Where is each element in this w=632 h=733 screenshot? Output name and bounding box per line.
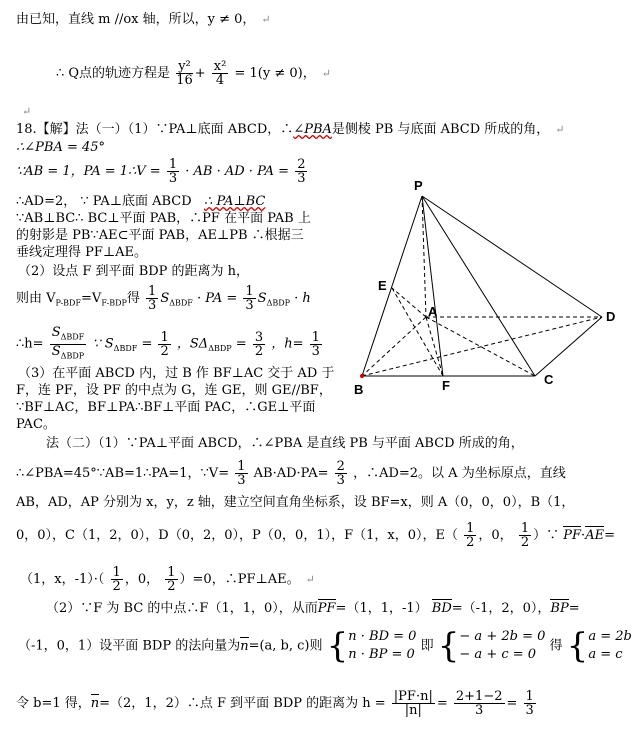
- edge-ae: [392, 288, 426, 317]
- line-volume-eq: 则由 $V_{P-BDF}=V_{F-BDP}$得 $\frac{1}{3}$ $S_{\Delta BDF}$ · PA = $\frac{1}{3}$ $S_{\Delta BDP} \cdot h$: [16, 284, 311, 313]
- label-d: D: [606, 309, 616, 324]
- line-part3-d: PAC。: [16, 417, 56, 432]
- line-pba: ∴∠PBA = 45°: [16, 140, 106, 155]
- method2-line1: 法（二）（1）∵PA⊥平面 ABCD，∴∠PBA 是直线 PB 与平面 ABCD 所成的角，: [46, 436, 524, 451]
- line-bc: ∵AB⊥BC∴ BC⊥平面 PAB，∴PF 在平面 PAB 上: [16, 211, 311, 226]
- edge-pf: [422, 196, 443, 376]
- label-p: P: [414, 178, 423, 193]
- line-projection: 的射影是 PB∵AE⊂平面 PAB，AE⊥PB ∴根据三: [16, 228, 304, 243]
- pyramid-figure: [340, 176, 625, 401]
- method2-line4: 0，0），C（1，2，0），D（0，2，0），P（0，0，1），F（1，x，0），E（ $\frac{1}{2}$ ，0， $\frac{1}{2}$ ）∵ PF·AE=: [16, 521, 615, 550]
- method2-line3: AB，AD，AP 分别为 x，y，z 轴，建立空间直角坐标系，设 BF=x，则 A（0，0，0），B（1，: [16, 495, 575, 510]
- edge-pd: [422, 196, 602, 317]
- edge-pc: [422, 196, 535, 376]
- line-part2: （2）设点 F 到平面 BDP 的距离为 h，: [18, 264, 250, 279]
- section-18-heading: 18.【解】法（一）（1）∵PA⊥底面 ABCD，∴∠PBA是侧棱 PB 与底面 ABCD 所成的角， ↵: [16, 122, 565, 137]
- line-three-perpendiculars: 垂线定理得 PF⊥AE。: [16, 245, 148, 260]
- frac-y2-16: $\frac{\text{y²}}{16}$: [176, 59, 193, 88]
- label-b: B: [354, 382, 364, 397]
- line-part3-b: F，连 PF，设 PF 的中点为 G，连 GE，则 GE//BF，: [16, 383, 332, 398]
- line-ad: ∴AD=2， ∵ PA⊥底面 ABCD ∴ PA⊥BC: [16, 194, 266, 209]
- method2-line2: ∴∠PBA=45°∵AB=1∴PA=1，∵V= $\frac{1}{3}$ AB·AD·PA= $\frac{2}{3}$ ，∴AD=2。以 A 为坐标原点，直线: [16, 459, 566, 488]
- line-volume: ∵AB = 1，PA = 1∴V = $\frac{1}{3}$ · AB · AD · PA = $\frac{2}{3}$: [16, 157, 306, 186]
- line-part3-a: （3）在平面 ABCD 内，过 B 作 BF⊥AC 交于 AD 于: [18, 366, 335, 381]
- label-f: F: [442, 378, 450, 393]
- method2-line7: （-1，0，1）设平面 BDP 的法向量为n=(a, b, c)则 {n · BD = 0 n · BP = 0 即 {− a + 2b = 0 − a + c = 0 得 {a = 2b a = c: [18, 626, 632, 666]
- method2-line8: 令 b=1 得，n=（2，1，2）∴点 F 到平面 BDP 的距离为 h = $\frac{|PF\cdot n|}{|n|}$ = $\frac{2+1-2}{3}$ = $\frac{1}{3}$: [16, 689, 534, 718]
- line-part3-c: ∵BF⊥AC，BF⊥PA∴BF⊥平面 PAC，∴GE⊥平面: [16, 400, 316, 415]
- frac-x2-4: $\frac{\text{x²}}{4}$: [213, 59, 227, 88]
- line-1: 由已知，直线 m //ox 轴，所以，y ≠ 0， ↵: [16, 12, 271, 27]
- method2-line6: （2）∵F 为 BC 的中点∴F（1，1，0），从而PF=（1，1，-1） BD=（-1，2，0），BP=: [46, 601, 580, 616]
- locus-equation: ∴ Q点的轨迹方程是 $\frac{\text{y²}}{16}$ + $\frac{\text{x²}}{4}$ = 1(y ≠ 0)， ↵: [56, 59, 331, 88]
- line-h-value: ∴h= $\frac{S_{\Delta BDF}}{S_{\Delta BDP}}$ ∵ $S_{\Delta BDF}$ = $\frac{1}{2}$ ，$S\Delta_{\Delta BDP}$ = $\frac{3}{2}$ ，h= $\frac{1}{3}$: [16, 325, 320, 361]
- label-e: E: [378, 278, 387, 293]
- edge-cd: [535, 317, 602, 376]
- blank-return: ↵: [22, 105, 32, 118]
- edge-bd: [362, 317, 602, 376]
- label-c: C: [544, 372, 554, 387]
- label-a: A: [428, 304, 438, 319]
- edge-pb: [362, 196, 422, 376]
- edge-af: [426, 317, 443, 376]
- method2-line5: （1，x，-1）·（ $\frac{1}{2}$ ，0， $\frac{1}{2}$ ）=0，∴PF⊥AE。 ↵: [20, 565, 315, 594]
